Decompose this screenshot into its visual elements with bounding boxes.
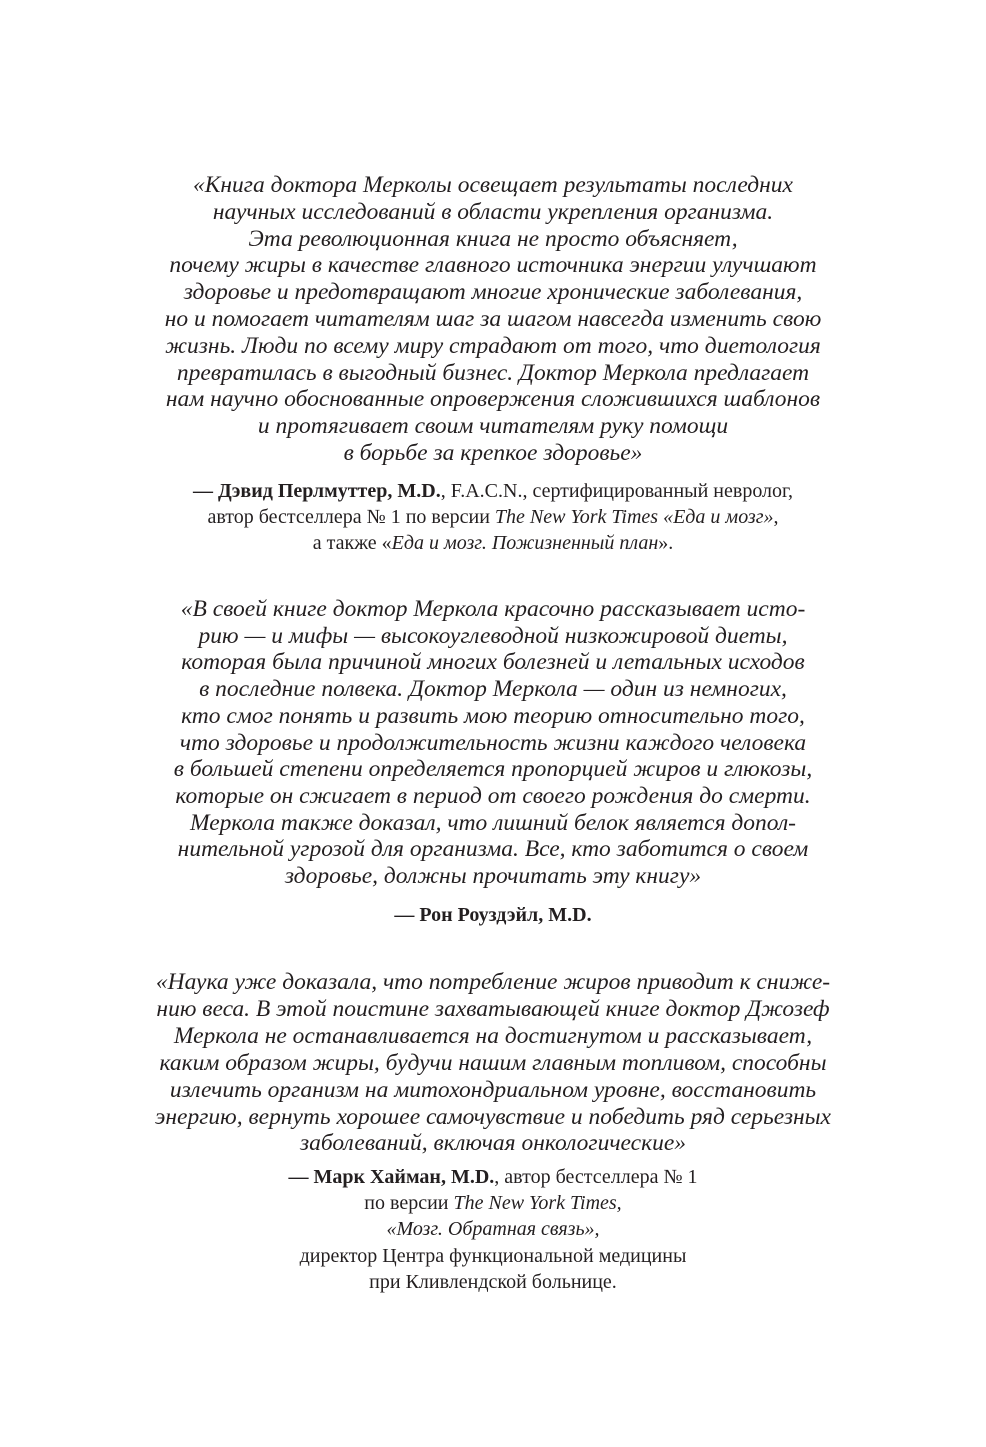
attribution-line bbox=[0, 1245, 986, 1268]
quote-line: что здоровье и продолжительность жизни каждого человека bbox=[179, 729, 807, 756]
quote-line: нам научно обоснованные опровержения сложившихся шаблонов bbox=[165, 386, 821, 413]
quote-line: но и помогает читателям шаг за шагом навсегда изменить свою bbox=[164, 306, 822, 332]
book-title: Еда и мозг. Пожизненный план bbox=[391, 532, 659, 555]
attribution-text: , F.A.C.N., сертифицированный невролог, bbox=[440, 480, 793, 502]
quote-line: в борьбе за крепкое здоровье» bbox=[343, 440, 643, 466]
quote-line: в большей степени определяется пропорцией жиров и глюкозы, bbox=[173, 756, 813, 783]
quote-line: здоровье, должны прочитать эту книгу» bbox=[284, 863, 702, 889]
author-name: — Рон Роуздэйл, M.D. bbox=[394, 904, 592, 926]
attribution-line bbox=[0, 532, 986, 555]
author-name: — Дэвид Перлмуттер, M.D. bbox=[192, 480, 441, 502]
attribution-line bbox=[0, 1192, 986, 1215]
attribution-text: по версии bbox=[364, 1192, 454, 1215]
book-title: The New York Times «Еда и мозг» bbox=[494, 506, 774, 529]
attribution-text: , bbox=[773, 506, 779, 529]
quote-line: почему жиры в качестве главного источника энергии улучшают bbox=[169, 252, 817, 279]
quote-line: заболеваний, включая онкологические» bbox=[299, 1130, 687, 1157]
quote-line: кто смог понять и развить мою теорию относительно того, bbox=[181, 702, 805, 729]
quote-line: которая была причиной многих болезней и летальных исходов bbox=[181, 649, 805, 676]
quote-line: «В своей книге доктор Меркола красочно рассказывает исто- bbox=[180, 596, 806, 622]
attribution-line bbox=[0, 506, 986, 529]
quote-line: каким образом жиры, будучи нашим главным топливом, способны bbox=[159, 1049, 827, 1076]
quote-line: превратилась в выгодный бизнес. Доктор Меркола предлагает bbox=[176, 359, 810, 386]
quote-line: Меркола также доказал, что лишний белок является допол- bbox=[189, 809, 797, 836]
quote-line: здоровье и предотвращают многие хронические заболевания, bbox=[183, 279, 803, 306]
quote-line: рию — и мифы — высокоуглеводной низкожировой диеты, bbox=[198, 622, 788, 649]
quote-line: «Наука уже доказала, что потребление жиров приводит к сниже- bbox=[155, 969, 831, 995]
attribution-text: а также « bbox=[312, 532, 392, 555]
quote-line: нию веса. В этой поистине захватывающей книге доктор Джозеф bbox=[156, 995, 830, 1022]
attribution-line bbox=[0, 1166, 986, 1189]
book-title: «Мозг. Обратная связь», bbox=[386, 1218, 600, 1241]
attribution-text: ». bbox=[658, 532, 674, 555]
quote-line: излечить организм на митохондриальном уровне, восстановить bbox=[169, 1076, 817, 1103]
attribution-line bbox=[0, 480, 986, 503]
quote-line: жизнь. Люди по всему миру страдают от того, что диетология bbox=[165, 332, 821, 359]
author-name: — Марк Хайман, M.D. bbox=[288, 1166, 495, 1188]
attribution-line bbox=[0, 1271, 986, 1294]
attribution-line bbox=[0, 1218, 986, 1241]
attribution-text: , автор бестселлера № 1 bbox=[494, 1166, 698, 1188]
attribution-text: директор Центра функциональной медицины bbox=[299, 1244, 687, 1267]
quote-line: Меркола не останавливается на достигнутом и рассказывает, bbox=[173, 1022, 813, 1049]
quote-line: которые он сжигает в период от своего рождения до смерти. bbox=[175, 782, 811, 809]
attribution-text: при Кливлендской больнице. bbox=[369, 1270, 617, 1293]
attribution-line bbox=[0, 904, 986, 927]
attribution-text: автор бестселлера № 1 по версии bbox=[207, 506, 495, 529]
quote-line: Эта революционная книга не просто объясняет, bbox=[248, 225, 738, 252]
book-title: The New York Times, bbox=[453, 1192, 622, 1215]
quote-line: «Книга доктора Мерколы освещает результаты последних bbox=[193, 172, 793, 198]
quote-line: энергию, вернуть хорошее самочувствие и победить ряд серьезных bbox=[155, 1103, 831, 1130]
quote-line: научных исследований в области укрепления организма. bbox=[212, 198, 774, 225]
quote-line: в последние полвека. Доктор Меркола — один из немногих, bbox=[199, 676, 787, 703]
quote-line: нительной угрозой для организма. Все, кто заботится о своем bbox=[177, 836, 809, 863]
quote-line: и протягивает своим читателям руку помощи bbox=[257, 413, 729, 440]
